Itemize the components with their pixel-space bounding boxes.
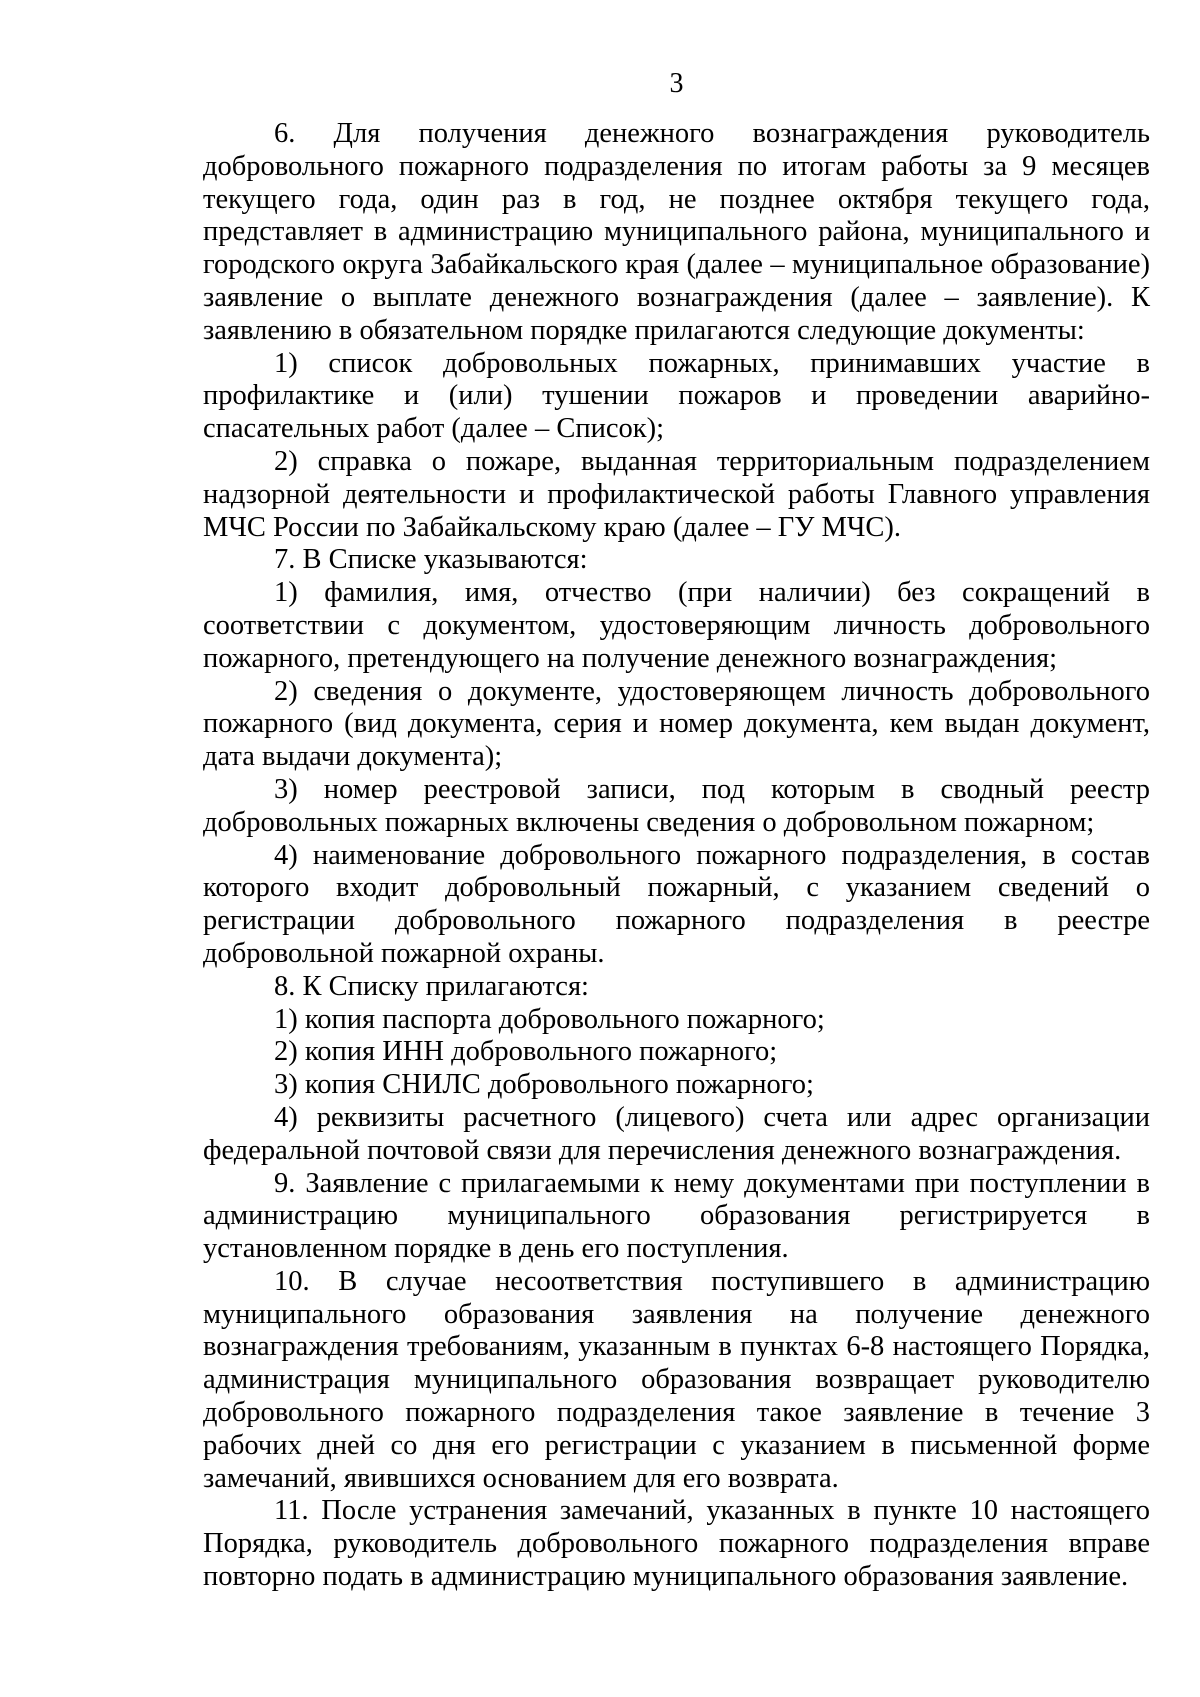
paragraph-subitem-6-2: 2) справка о пожаре, выданная территориальным подразделением надзорной деятельности и профилактической работы Главного управления МЧС России по Забайкальскому краю (далее – ГУ МЧС). (203, 445, 1150, 543)
paragraph-item-11: 11. После устранения замечаний, указанных в пункте 10 настоящего Порядка, руководитель добровольного пожарного подразделения вправе повторно подать в администрацию муниципального образования заявление. (203, 1495, 1150, 1593)
paragraph-subitem-7-2: 2) сведения о документе, удостоверяющем личность добровольного пожарного (вид документа, серия и номер документа, кем выдан документ, дата выдачи документа); (203, 675, 1150, 773)
paragraph-item-6: 6. Для получения денежного вознаграждения руководитель добровольного пожарного подразделения по итогам работы за 9 месяцев текущего года, один раз в год, не позднее октября текущего года, представляет в администрацию муниципального района, муниципального и городского округа Забайкальского края (далее – муниципальное образование) заявление о выплате денежного вознаграждения (далее – заявление). К заявлению в обязательном порядке прилагаются следующие документы: (203, 118, 1150, 346)
document-page (203, 68, 1150, 1594)
paragraph-item-10: 10. В случае несоответствия поступившего в администрацию муниципального образования заявления на получение денежного вознаграждения требованиям, указанным в пунктах 6-8 настоящего Порядка, администрация муниципального образования возвращает руководителю добровольного пожарного подразделения такое заявление в течение 3 рабочих дней со дня его регистрации с указанием в письменной форме замечаний, явившихся основанием для его возврата. (203, 1265, 1150, 1494)
paragraph-item-8: 8. К Списку прилагаются: (274, 970, 589, 1002)
page-number: 3 (669, 68, 684, 99)
paragraph-subitem-8-1: 1) копия паспорта добровольного пожарного; (274, 1003, 825, 1035)
paragraph-subitem-6-1: 1) список добровольных пожарных, принимавших участие в профилактике и (или) тушении пожаров и проведении аварийно-спасательных работ (далее – Список); (203, 347, 1150, 445)
paragraph-item-7: 7. В Списке указываются: (274, 544, 588, 576)
paragraph-item-9: 9. Заявление с прилагаемыми к нему документами при поступлении в администрацию муниципального образования регистрируется в установленном порядке в день его поступления. (203, 1167, 1150, 1265)
paragraph-subitem-8-3: 3) копия СНИЛС добровольного пожарного; (274, 1069, 814, 1101)
paragraph-subitem-7-1: 1) фамилия, имя, отчество (при наличии) без сокращений в соответствии с документом, удостоверяющим личность добровольного пожарного, претендующего на получение денежного вознаграждения; (203, 577, 1150, 674)
paragraph-subitem-7-4: 4) наименование добровольного пожарного подразделения, в состав которого входит добровольный пожарный, с указанием сведений о регистрации добровольного пожарного подразделения в реестре добровольной пожарной охраны. (203, 839, 1150, 969)
paragraph-subitem-8-4: 4) реквизиты расчетного (лицевого) счета или адрес организации федеральной почтовой связи для перечисления денежного вознаграждения. (203, 1101, 1150, 1166)
paragraph-subitem-8-2: 2) копия ИНН добровольного пожарного; (274, 1036, 778, 1068)
paragraph-subitem-7-3: 3) номер реестровой записи, под которым в сводный реестр добровольных пожарных включены сведения о добровольном пожарном; (203, 773, 1150, 838)
